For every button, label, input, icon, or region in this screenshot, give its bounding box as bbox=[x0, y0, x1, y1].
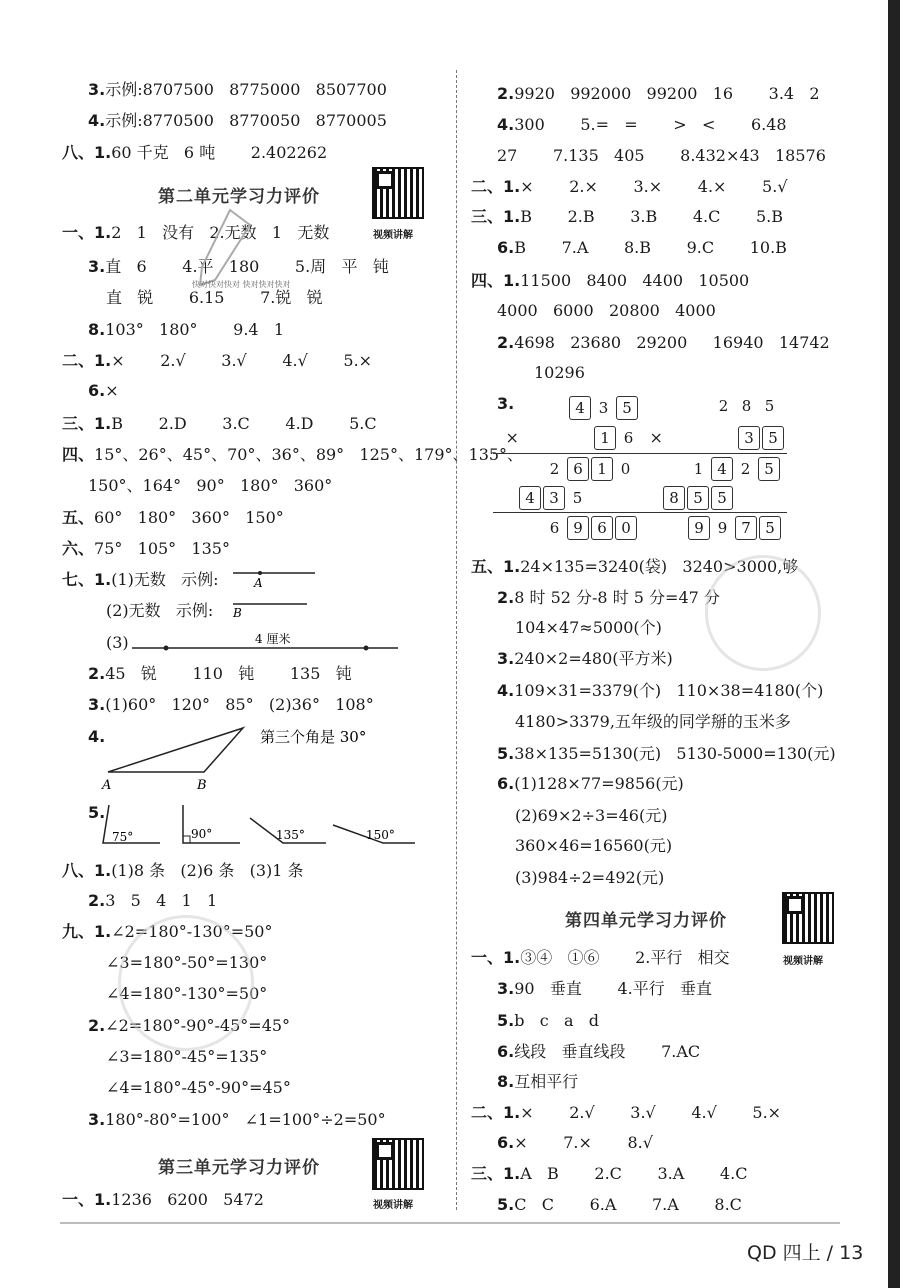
answer-text: (1)128×77=9856(元) bbox=[514, 774, 684, 793]
multiplier-row bbox=[593, 426, 640, 450]
question-number: 2. bbox=[88, 891, 106, 910]
digit: 9 bbox=[717, 519, 728, 537]
answer-line bbox=[497, 1042, 700, 1062]
qr-code[interactable] bbox=[782, 892, 834, 944]
watermark-stamp bbox=[705, 555, 821, 671]
question-number: 3. bbox=[88, 695, 106, 714]
answer-text: ∠3=180°-50°=130° bbox=[106, 953, 268, 972]
digit-box: 5 bbox=[687, 486, 709, 510]
question-number: 2. bbox=[88, 1016, 106, 1035]
question-number: 3. bbox=[497, 979, 515, 998]
answer-line bbox=[497, 649, 673, 669]
digit: 3 bbox=[598, 399, 609, 417]
answer-text: 3 5 4 1 1 bbox=[105, 891, 218, 910]
section-heading-unit2: 第二单元学习力评价 bbox=[158, 187, 320, 207]
answer-text: 180°-80°=100° ∠1=100°÷2=50° bbox=[105, 1110, 386, 1129]
answer-text: 互相平行 bbox=[514, 1072, 579, 1091]
answer-text: 8 时 52 分-8 时 5 分=47 分 bbox=[514, 588, 720, 607]
answer-text: 2 1 没有 2.无数 1 无数 bbox=[111, 223, 330, 242]
question-number: 4. bbox=[88, 727, 106, 746]
answer-line bbox=[471, 207, 783, 227]
rule-line bbox=[493, 512, 643, 513]
answer-text: 示例:8770500 8770050 8770005 bbox=[105, 111, 387, 130]
digit-box: 9 bbox=[688, 516, 710, 540]
rule-line bbox=[637, 453, 787, 454]
answer-text: × 2.√ 3.√ 4.√ 5.× bbox=[520, 1103, 782, 1122]
question-number: 八、1. bbox=[62, 143, 112, 162]
answer-line bbox=[515, 618, 662, 638]
answer-text: 9920 992000 99200 16 3.4 2 bbox=[514, 84, 820, 103]
digit: 5 bbox=[572, 489, 583, 507]
answer-text: 4180>3379,五年级的同学掰的玉米多 bbox=[515, 712, 791, 731]
answer-text: (2)69×2÷3=46(元) bbox=[515, 806, 668, 825]
digit-box: 5 bbox=[762, 426, 784, 450]
answer-text: B 7.A 8.B 9.C 10.B bbox=[514, 238, 787, 257]
column-divider bbox=[456, 70, 457, 1210]
question-number: 五、 bbox=[62, 508, 95, 527]
triangle-vertex-a: A bbox=[102, 778, 112, 793]
answer-line bbox=[534, 363, 585, 383]
answer-text: (3) bbox=[106, 633, 129, 652]
digit-box: 3 bbox=[738, 426, 760, 450]
answer-line bbox=[497, 394, 514, 414]
answer-text: ③④ ①⑥ 2.平行 相交 bbox=[520, 948, 730, 967]
digit-box: 1 bbox=[591, 457, 613, 481]
multiply-sign: × bbox=[649, 428, 663, 447]
answer-line bbox=[497, 588, 720, 608]
question-number: 七、1. bbox=[62, 570, 112, 589]
angle-label: 75° bbox=[112, 830, 134, 844]
question-number: 5. bbox=[497, 1195, 515, 1214]
answer-line bbox=[497, 1133, 653, 1153]
answer-line bbox=[497, 238, 787, 258]
answer-text: 60° 180° 360° 150° bbox=[94, 508, 284, 527]
answer-text: 24×135=3240(袋) 3240>3000,够 bbox=[520, 557, 799, 576]
digit: 1 bbox=[693, 460, 704, 478]
point-label-a: A bbox=[254, 576, 263, 590]
multiplier-row bbox=[737, 426, 785, 450]
digit-box: 8 bbox=[663, 486, 685, 510]
digit-box: 4 bbox=[711, 457, 733, 481]
question-number: 九、1. bbox=[62, 922, 112, 941]
angle-label: 150° bbox=[366, 828, 395, 842]
answer-text: 90 垂直 4.平行 垂直 bbox=[514, 979, 712, 998]
question-number: 6. bbox=[497, 1133, 515, 1152]
answer-text: 45 锐 110 钝 135 钝 bbox=[105, 664, 352, 683]
qr-label: 视频讲解 bbox=[373, 1200, 413, 1211]
answer-text: 示例:8707500 8775000 8507700 bbox=[105, 80, 387, 99]
answer-text: ∠2=180°-130°=50° bbox=[111, 922, 273, 941]
multiplicand-row bbox=[568, 396, 639, 420]
digit: 6 bbox=[623, 429, 634, 447]
answer-text: C C 6.A 7.A 8.C bbox=[514, 1195, 742, 1214]
page-footer: QD 四上 / 13 bbox=[747, 1242, 864, 1264]
digit: 0 bbox=[620, 460, 631, 478]
digit-box: 6 bbox=[591, 516, 613, 540]
question-number: 二、1. bbox=[62, 351, 112, 370]
digit-box: 7 bbox=[735, 516, 757, 540]
question-number: 3. bbox=[88, 1110, 106, 1129]
answer-text: ∠2=180°-90°-45°=45° bbox=[105, 1016, 291, 1035]
digit-box: 1 bbox=[594, 426, 616, 450]
question-number: 8. bbox=[497, 1072, 515, 1091]
answer-text: A B 2.C 3.A 4.C bbox=[520, 1164, 748, 1183]
question-number: 6. bbox=[497, 1042, 515, 1061]
question-number: 6. bbox=[497, 238, 515, 257]
answer-text: 1236 6200 5472 bbox=[111, 1190, 264, 1209]
answer-text: B 2.D 3.C 4.D 5.C bbox=[111, 414, 377, 433]
answer-text: 10296 bbox=[534, 363, 585, 382]
digit: 2 bbox=[740, 460, 751, 478]
question-number: 5. bbox=[497, 1011, 515, 1030]
digit-box: 4 bbox=[519, 486, 541, 510]
segment-label: 4 厘米 bbox=[255, 632, 291, 646]
answer-line bbox=[515, 868, 664, 888]
question-number: 二、1. bbox=[471, 177, 521, 196]
answer-text: 300 5.= = > < 6.48 bbox=[514, 115, 787, 134]
partial-product-row bbox=[543, 457, 637, 481]
answer-line bbox=[497, 1011, 599, 1031]
question-number: 八、1. bbox=[62, 861, 112, 880]
question-number: 2. bbox=[497, 333, 515, 352]
answer-line bbox=[497, 115, 787, 135]
digit-box: 5 bbox=[759, 516, 781, 540]
question-number: 4. bbox=[497, 681, 515, 700]
answer-text: (2)无数 示例: bbox=[106, 601, 214, 620]
answer-text: 103° 180° 9.4 1 bbox=[105, 320, 285, 339]
question-number: 5. bbox=[497, 744, 515, 763]
page-edge bbox=[888, 0, 900, 1288]
question-number: 2. bbox=[497, 588, 515, 607]
question-number: 2. bbox=[88, 664, 106, 683]
answer-line bbox=[497, 744, 836, 764]
answer-line bbox=[515, 712, 791, 732]
answer-text: 4000 6000 20800 4000 bbox=[497, 301, 716, 320]
question-number: 一、1. bbox=[62, 1190, 112, 1209]
product-row bbox=[543, 516, 638, 540]
answer-line bbox=[515, 836, 672, 856]
answer-line bbox=[497, 146, 826, 166]
question-number: 4. bbox=[88, 111, 106, 130]
digit: 5 bbox=[764, 397, 775, 415]
question-number: 四、 bbox=[62, 445, 95, 464]
answer-line bbox=[515, 806, 667, 826]
answer-text: 4698 23680 29200 16940 14742 bbox=[514, 333, 830, 352]
answer-line bbox=[497, 333, 830, 353]
question-number: 2. bbox=[497, 84, 515, 103]
question-number: 六、 bbox=[62, 539, 95, 558]
digit: 8 bbox=[741, 397, 752, 415]
answer-line bbox=[497, 774, 684, 794]
question-number: 3. bbox=[88, 80, 106, 99]
question-number: 一、1. bbox=[471, 948, 521, 967]
question-number: 三、1. bbox=[471, 207, 521, 226]
digit-box: 4 bbox=[569, 396, 591, 420]
qr-label: 视频讲解 bbox=[373, 230, 413, 241]
question-number: 3. bbox=[497, 394, 515, 413]
answer-text: 15°、26°、45°、70°、36°、89° 125°、179°、135°、 bbox=[94, 445, 524, 464]
answer-text: 直 锐 6.15 7.锐 锐 bbox=[106, 288, 323, 307]
answer-text: (1)无数 示例: bbox=[111, 570, 219, 589]
digit-box: 6 bbox=[567, 457, 589, 481]
answer-line bbox=[471, 177, 788, 197]
digit-box: 5 bbox=[711, 486, 733, 510]
answer-text: × 7.× 8.√ bbox=[514, 1133, 653, 1152]
question-number: 三、1. bbox=[62, 414, 112, 433]
question-number: 5. bbox=[88, 803, 106, 822]
answer-text: × bbox=[105, 381, 119, 400]
angle-label: 135° bbox=[276, 828, 305, 842]
question-number: 8. bbox=[88, 320, 106, 339]
question-number: 五、1. bbox=[471, 557, 521, 576]
answer-text: ∠4=180°-45°-90°=45° bbox=[106, 1078, 291, 1097]
answer-text: 104×47≈5000(个) bbox=[515, 618, 662, 637]
question-number: 二、1. bbox=[471, 1103, 521, 1122]
rule-line bbox=[637, 512, 787, 513]
digit: 2 bbox=[718, 397, 729, 415]
qr-label: 视频讲解 bbox=[783, 956, 823, 967]
answer-text: 360×46=16560(元) bbox=[515, 836, 673, 855]
triangle-shape bbox=[108, 728, 243, 772]
answer-line bbox=[497, 84, 820, 104]
answer-line bbox=[497, 301, 716, 321]
question-number: 四、1. bbox=[471, 271, 521, 290]
multiplicand-row bbox=[712, 396, 781, 415]
question-number: 6. bbox=[497, 774, 515, 793]
product-row bbox=[687, 516, 782, 540]
answer-text: B 2.B 3.B 4.C 5.B bbox=[520, 207, 783, 226]
answer-line bbox=[497, 1072, 578, 1092]
partial-product-row bbox=[687, 457, 781, 481]
section-heading-unit4: 第四单元学习力评价 bbox=[565, 911, 727, 931]
digit-box: 5 bbox=[616, 396, 638, 420]
answer-line bbox=[471, 948, 730, 968]
answer-text: (1)8 条 (2)6 条 (3)1 条 bbox=[111, 861, 304, 880]
answer-text: × 2.× 3.× 4.× 5.√ bbox=[520, 177, 788, 196]
question-number: 3. bbox=[497, 649, 515, 668]
answer-text: ∠3=180°-45°=135° bbox=[106, 1047, 268, 1066]
answer-text: 直 6 4.平 180 5.周 平 钝 bbox=[105, 257, 389, 276]
answer-text: (1)60° 120° 85° (2)36° 108° bbox=[105, 695, 374, 714]
digit-box: 9 bbox=[567, 516, 589, 540]
answer-text: 60 千克 6 吨 2.402262 bbox=[111, 143, 328, 162]
rule-line bbox=[493, 453, 643, 454]
answer-text: 38×135=5130(元) 5130-5000=130(元) bbox=[514, 744, 836, 763]
answer-text: 109×31=3379(个) 110×38=4180(个) bbox=[514, 681, 824, 700]
answer-text: (3)984÷2=492(元) bbox=[515, 868, 665, 887]
partial-product-row bbox=[518, 486, 589, 510]
answer-line bbox=[497, 979, 712, 999]
question-number: 3. bbox=[88, 257, 106, 276]
triangle-vertex-b: B bbox=[197, 778, 207, 793]
stamp-text: 快对快对快对 快对快对快对 bbox=[192, 280, 291, 289]
answer-line bbox=[471, 1103, 781, 1123]
digit-box: 3 bbox=[543, 486, 565, 510]
answer-line bbox=[471, 271, 749, 291]
answer-text: 150°、164° 90° 180° 360° bbox=[88, 476, 333, 495]
answer-line bbox=[497, 1195, 742, 1215]
digit: 2 bbox=[549, 460, 560, 478]
question-number: 一、1. bbox=[62, 223, 112, 242]
answer-line bbox=[497, 681, 823, 701]
answer-text: 线段 垂直线段 7.AC bbox=[514, 1042, 701, 1061]
question-number: 4. bbox=[497, 115, 515, 134]
partial-product-row bbox=[662, 486, 734, 510]
answer-text: 11500 8400 4400 10500 bbox=[520, 271, 750, 290]
point-label-b: B bbox=[233, 606, 242, 620]
answer-text: 75° 105° 135° bbox=[94, 539, 230, 558]
answer-line bbox=[471, 1164, 747, 1184]
digit-box: 5 bbox=[758, 457, 780, 481]
answer-text: × 2.√ 3.√ 4.√ 5.× bbox=[111, 351, 373, 370]
multiply-sign: × bbox=[505, 428, 519, 447]
digit-box: 0 bbox=[615, 516, 637, 540]
question-number: 6. bbox=[88, 381, 106, 400]
question-number: 三、1. bbox=[471, 1164, 521, 1183]
digit: 6 bbox=[549, 519, 560, 537]
answer-text: 240×2=480(平方米) bbox=[514, 649, 673, 668]
angle-label: 90° bbox=[191, 827, 213, 841]
answer-text: b c a d bbox=[514, 1011, 599, 1030]
answer-text: ∠4=180°-130°=50° bbox=[106, 984, 268, 1003]
triangle-note: 第三个角是 30° bbox=[260, 728, 367, 746]
section-heading-unit3: 第三单元学习力评价 bbox=[158, 1158, 320, 1178]
answer-text: 27 7.135 405 8.432×43 18576 bbox=[497, 146, 826, 165]
